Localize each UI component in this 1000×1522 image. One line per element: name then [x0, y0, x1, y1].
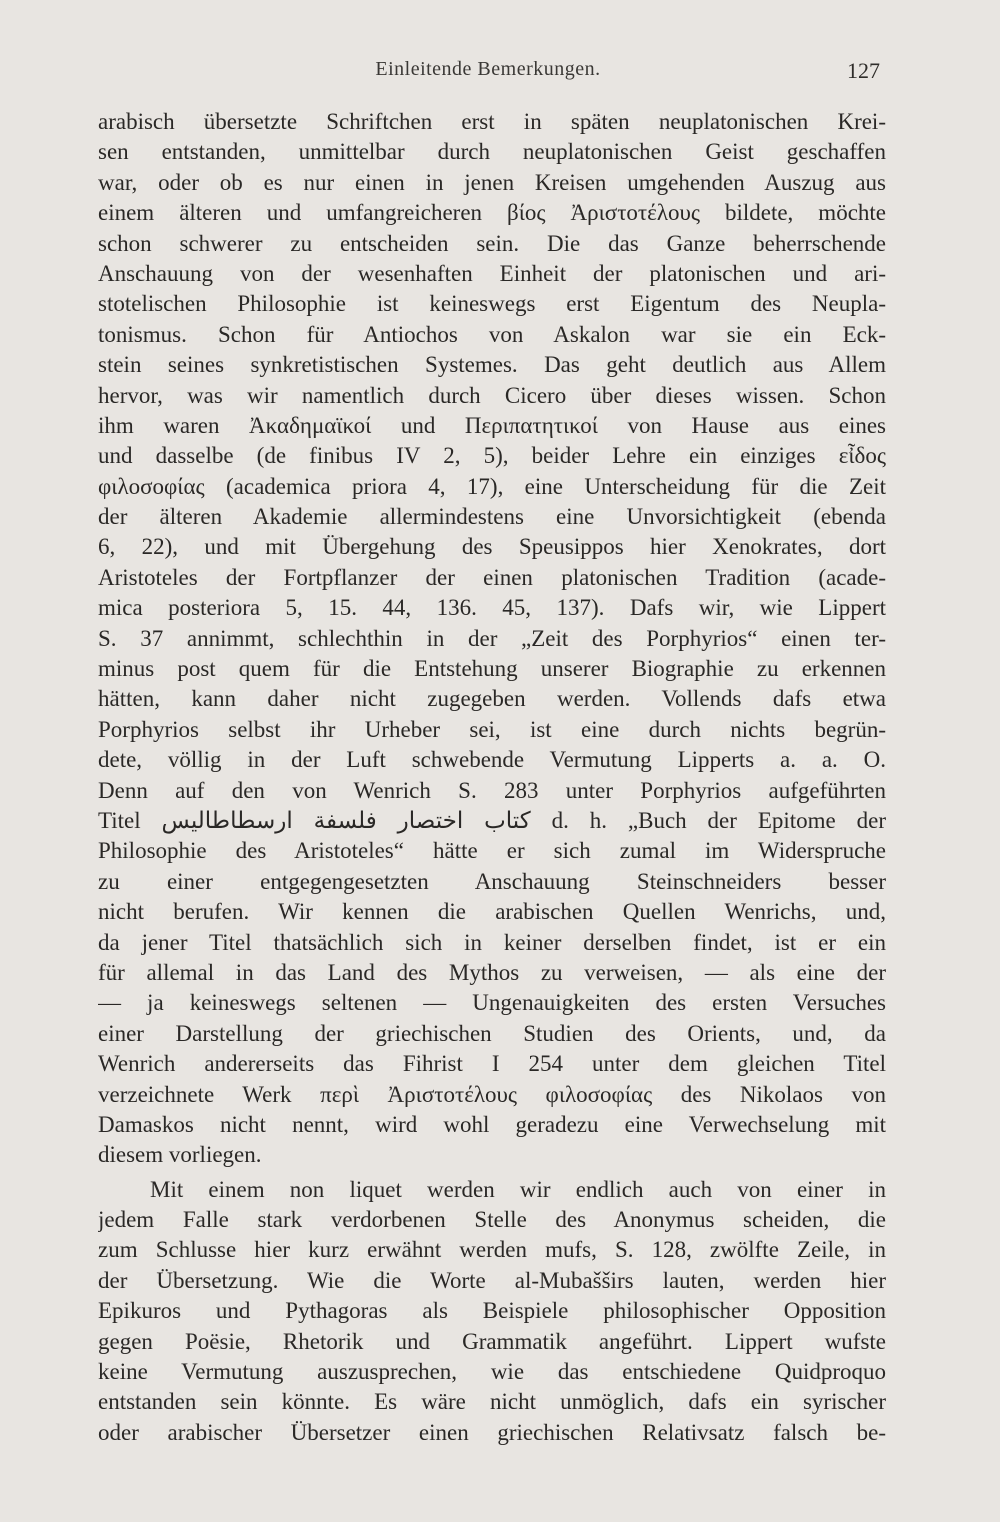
- text-line: einer Darstellung der griechischen Studien des Orients, und, da: [98, 1020, 886, 1046]
- text-line: Porphyrios selbst ihr Urheber sei, ist eine durch nichts begrün-: [98, 716, 886, 742]
- text-line: der Übersetzung. Wie die Worte al-Mubašširs lauten, werden hier: [98, 1267, 886, 1293]
- text-line: Denn auf den von Wenrich S. 283 unter Porphyrios aufgeführten: [98, 777, 886, 803]
- text-line: Damaskos nicht nennt, wird wohl geradezu eine Verwechselung mit: [98, 1111, 886, 1137]
- text-line: Epikuros und Pythagoras als Beispiele philosophischer Opposition: [98, 1298, 886, 1324]
- text-line: Philosophie des Aristoteles“ hätte er sich zumal im Widerspruche: [98, 838, 886, 864]
- text-line: — ja keineswegs seltenen — Ungenauigkeiten des ersten Versuches: [98, 990, 886, 1016]
- text-line: mica posteriora 5, 15. 44, 136. 45, 137). Dafs wir, wie Lippert: [98, 595, 886, 621]
- text-line: diesem vorliegen.: [98, 1142, 262, 1168]
- text-line: ihm waren Ἀκαδημαϊκοί und Περιπατητικοί von Hause aus eines: [98, 412, 886, 438]
- text-line: keine Vermutung auszusprechen, wie das entschiedene Quidproquo: [98, 1359, 886, 1385]
- text-line: dete, völlig in der Luft schwebende Vermutung Lipperts a. a. O.: [98, 747, 886, 773]
- text-line: schon schwerer zu entscheiden sein. Die das Ganze beherrschende: [98, 230, 886, 256]
- text-line: Anschauung von der wesenhaften Einheit der platonischen und ari-: [98, 260, 886, 286]
- text-line: stotelischen Philosophie ist keineswegs erst Eigentum des Neupla-: [98, 291, 886, 317]
- text-line: stein seines synkretistischen Systemes. Das geht deutlich aus Allem: [98, 352, 886, 378]
- text-line: zu einer entgegengesetzten Anschauung Steinschneiders besser: [98, 868, 886, 894]
- text-line: da jener Titel thatsächlich sich in keiner derselben findet, ist er ein: [98, 929, 886, 955]
- running-title: Einleitende Bemerkungen.: [375, 58, 601, 80]
- text-line: und dasselbe (de finibus IV 2, 5), beider Lehre ein einziges εἶδος: [98, 443, 886, 469]
- text-line: zum Schlusse hier kurz erwähnt werden mufs, S. 128, zwölfte Zeile, in: [98, 1237, 886, 1263]
- page-number: 127: [847, 58, 880, 83]
- text-line: S. 37 annimmt, schlechthin in der „Zeit des Porphyrios“ einen ter-: [98, 625, 886, 651]
- paragraph: [98, 1175, 886, 1449]
- text-line: für allemal in das Land des Mythos zu verweisen, — als eine der: [98, 959, 886, 985]
- text-line: verzeichnete Werk περὶ Ἀριστοτέλους φιλοσοφίας des Nikolaos von: [98, 1081, 886, 1107]
- running-head: [96, 58, 880, 86]
- paragraph: [98, 107, 886, 1171]
- text-line: hätten, kann daher nicht zugegeben werden. Vollends dafs etwa: [98, 686, 886, 712]
- text-line: Titel كتاب اختصار فلسفة ارسطاطاليس d. h. „Buch der Epitome der: [98, 807, 886, 833]
- text-line: nicht berufen. Wir kennen die arabischen Quellen Wenrichs, und,: [98, 899, 886, 925]
- text-line: Wenrich andererseits das Fihrist I 254 unter dem gleichen Titel: [98, 1051, 886, 1077]
- body-text: [98, 107, 886, 1448]
- text-line: tonismus. Schon für Antiochos von Askalon war sie ein Eck-: [98, 321, 886, 347]
- text-line: gegen Poësie, Rhetorik und Grammatik angeführt. Lippert wufste: [98, 1328, 886, 1354]
- text-line: φιλοσοφίας (academica priora 4, 17), eine Unterscheidung für die Zeit: [98, 473, 886, 499]
- text-line: sen entstanden, unmittelbar durch neuplatonischen Geist geschaffen: [98, 139, 886, 165]
- text-line: 6, 22), und mit Übergehung des Speusippos hier Xenokrates, dort: [98, 534, 886, 560]
- text-line: arabisch übersetzte Schriftchen erst in späten neuplatonischen Krei-: [98, 109, 886, 134]
- text-line: der älteren Akademie allermindestens eine Unvorsichtigkeit (ebenda: [98, 504, 886, 530]
- text-line: hervor, was wir namentlich durch Cicero über dieses wissen. Schon: [98, 382, 886, 408]
- text-line: minus post quem für die Entstehung unserer Biographie zu erkennen: [98, 656, 886, 682]
- text-line: war, oder ob es nur einen in jenen Kreisen umgehenden Auszug aus: [98, 169, 886, 195]
- text-line: einem älteren und umfangreicheren βίος Ἀριστοτέλους bildete, möchte: [98, 200, 886, 226]
- text-line: oder arabischer Übersetzer einen griechischen Relativsatz falsch be-: [98, 1419, 886, 1445]
- text-line: Aristoteles der Fortpflanzer der einen platonischen Tradition (acade-: [98, 564, 886, 590]
- text-line: Mit einem non liquet werden wir endlich auch von einer in: [150, 1176, 886, 1202]
- text-line: jedem Falle stark verdorbenen Stelle des Anonymus scheiden, die: [98, 1207, 886, 1233]
- text-line: entstanden sein könnte. Es wäre nicht unmöglich, dafs ein syrischer: [98, 1389, 886, 1415]
